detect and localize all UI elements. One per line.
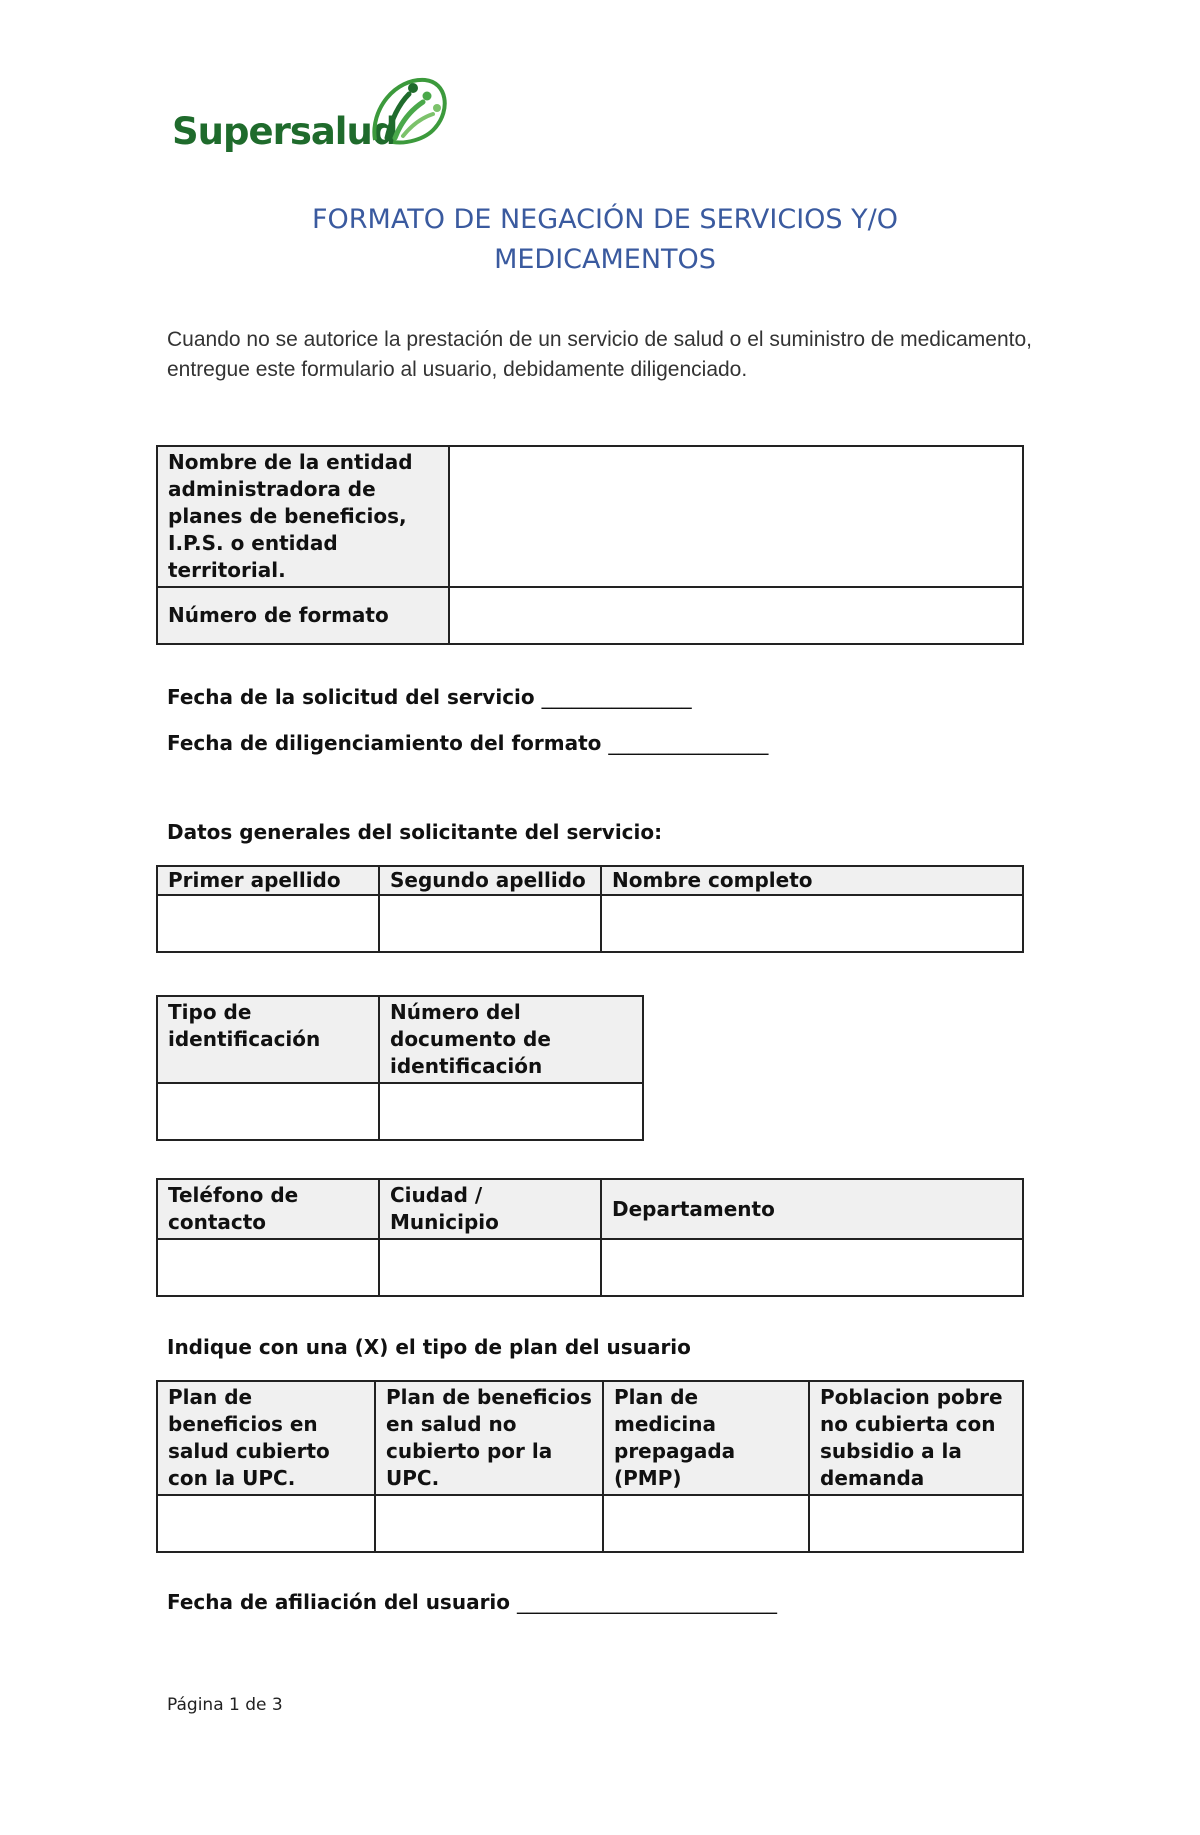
plan-option-poor-population: Poblacion pobre no cubierta con subsidio a la demanda — [809, 1381, 1023, 1495]
full-name-header: Nombre completo — [601, 866, 1023, 895]
id-type-header: Tipo de identificación — [157, 996, 379, 1083]
request-date-blank[interactable]: _______________ — [541, 685, 692, 709]
first-surname-header: Primer apellido — [157, 866, 379, 895]
affiliation-date-line — [167, 1590, 777, 1614]
plan-option-upc-covered: Plan de beneficios en salud cubierto con la UPC. — [157, 1381, 375, 1495]
page-number: Página 1 de 3 — [167, 1695, 283, 1715]
affiliation-date-label: Fecha de afiliación del usuario — [167, 1590, 511, 1614]
affiliation-date-blank[interactable]: __________________________ — [517, 1590, 777, 1614]
id-number-field[interactable] — [379, 1083, 643, 1140]
department-header: Departamento — [601, 1179, 1023, 1239]
applicant-heading: Datos generales del solicitante del servicio: — [167, 820, 663, 844]
request-date-label: Fecha de la solicitud del servicio — [167, 685, 535, 709]
phone-header: Teléfono de contacto — [157, 1179, 379, 1239]
phone-field[interactable] — [157, 1239, 379, 1296]
form-title-line2: MEDICAMENTOS — [494, 244, 716, 275]
plan-mark-upc-covered[interactable] — [157, 1495, 375, 1552]
filled-date-label: Fecha de diligenciamiento del formato — [167, 731, 602, 755]
second-surname-field[interactable] — [379, 895, 601, 952]
filled-date-blank[interactable]: ________________ — [608, 731, 769, 755]
format-number-field[interactable] — [449, 587, 1023, 644]
plan-table — [156, 1380, 1024, 1553]
logo-text: Supersalud — [172, 110, 398, 153]
id-type-field[interactable] — [157, 1083, 379, 1140]
city-field[interactable] — [379, 1239, 601, 1296]
contact-table — [156, 1178, 1024, 1297]
filled-date-line — [167, 731, 768, 755]
plan-option-prepaid: Plan de medicina prepagada (PMP) — [603, 1381, 809, 1495]
city-header: Ciudad / Municipio — [379, 1179, 601, 1239]
department-field[interactable] — [601, 1239, 1023, 1296]
intro-paragraph: Cuando no se autorice la prestación de un servicio de salud o el suministro de medicamento, entregue este formulario al usuario, debidamente diligenciado. — [167, 328, 1032, 381]
first-surname-field[interactable] — [157, 895, 379, 952]
form-title-line1: FORMATO DE NEGACIÓN DE SERVICIOS Y/O — [312, 204, 898, 235]
id-number-header: Número del documento de identificación — [379, 996, 643, 1083]
plan-option-upc-not-covered: Plan de beneficios en salud no cubierto por la UPC. — [375, 1381, 603, 1495]
supersalud-logo — [170, 70, 450, 160]
plan-mark-upc-not-covered[interactable] — [375, 1495, 603, 1552]
request-date-line — [167, 685, 692, 709]
plan-mark-poor-population[interactable] — [809, 1495, 1023, 1552]
logo-mark-icon — [365, 70, 450, 150]
entity-value-field[interactable] — [449, 446, 1023, 587]
second-surname-header: Segundo apellido — [379, 866, 601, 895]
names-table — [156, 865, 1024, 953]
format-number-label: Número de formato — [157, 587, 449, 644]
plan-heading: Indique con una (X) el tipo de plan del usuario — [167, 1335, 691, 1359]
entity-label: Nombre de la entidad administradora de planes de beneficios, I.P.S. o entidad territorial. — [157, 446, 449, 587]
full-name-field[interactable] — [601, 895, 1023, 952]
plan-mark-prepaid[interactable] — [603, 1495, 809, 1552]
id-table — [156, 995, 644, 1141]
form-title — [160, 200, 1050, 280]
entity-table — [156, 445, 1024, 645]
